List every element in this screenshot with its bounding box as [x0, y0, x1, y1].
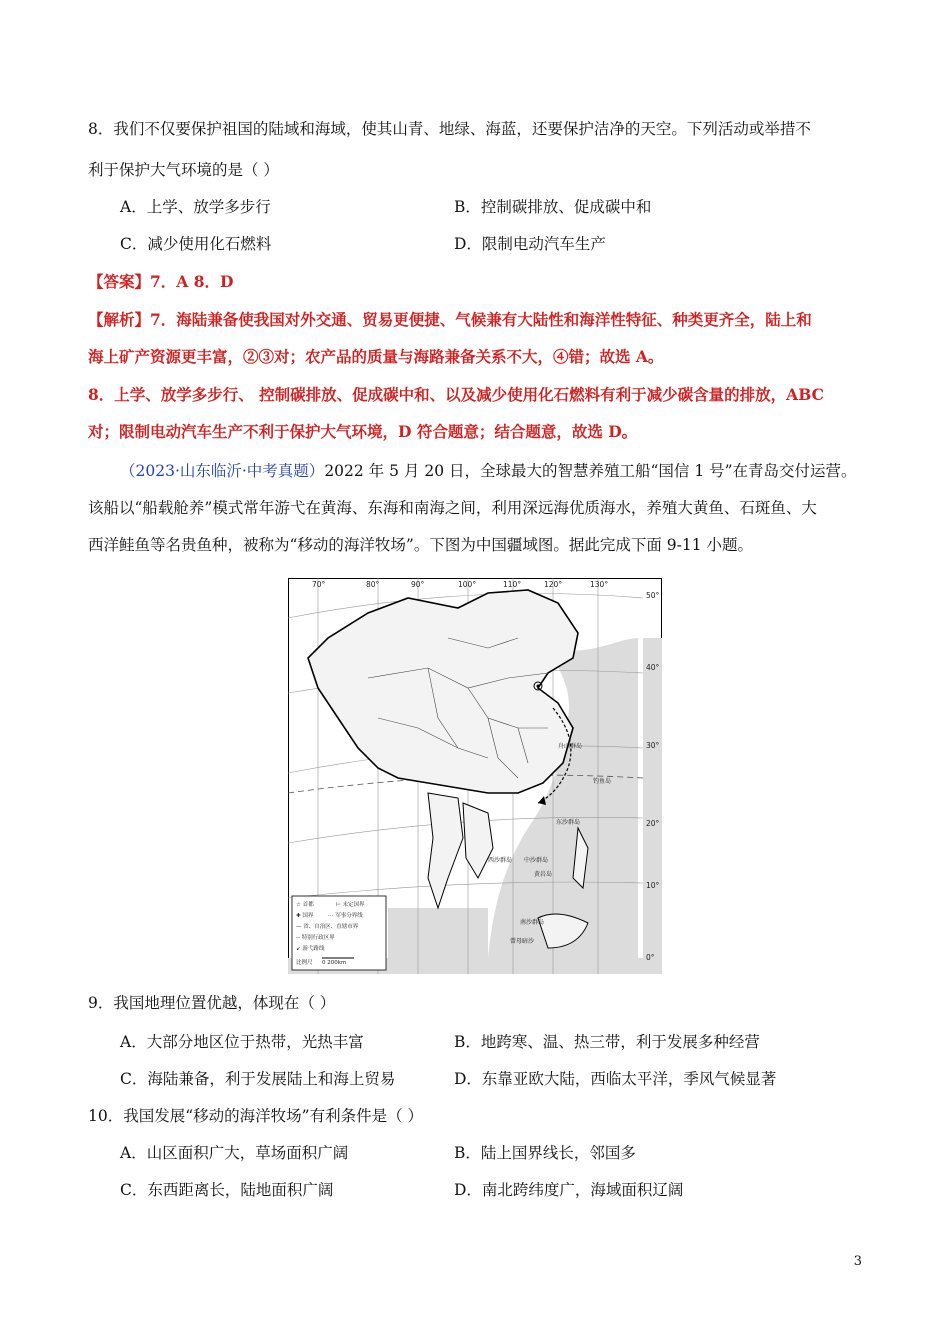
answer-line [88, 271, 233, 293]
place-zhongsha: 中沙群岛 [524, 857, 549, 864]
q8-stem-line1: 8．我们不仅要保护祖国的陆域和海域，使其山青、地绿、海蓝，还要保护洁净的天空。下列活动或举措不 [88, 120, 811, 138]
lon-label-110: 110° [503, 580, 522, 589]
legend-undetermined: ⊢ 未定国界 [336, 902, 365, 908]
analysis-line4 [88, 421, 637, 443]
analysis-text3: 8．上学、放学多步行、 控制碳排放、促成碳中和、以及减少使用化石燃料有利于减少碳含量的排放，ABC [88, 385, 824, 404]
answer-text: 7．A 8．D [150, 272, 234, 291]
q9-option-b: B．地跨寒、温、热三带，利于发展多种经营 [454, 1033, 760, 1051]
legend-route: ↙ 游弋路线 [296, 946, 325, 952]
q8-option-b: B．控制碳排放、促成碳中和 [454, 198, 652, 216]
place-zhoushan: 舟山群岛 [558, 743, 583, 750]
passage-line1 [120, 460, 857, 482]
q8-stem-line2: 利于保护大气环境的是（ ） [88, 161, 279, 179]
legend-capital: ☆ 首都 [296, 902, 314, 908]
q9-option-a: A．大部分地区位于热带，光热丰富 [120, 1033, 364, 1051]
china-territory-map [288, 578, 662, 974]
q10-option-c: C．东西距离长，陆地面积广阔 [120, 1181, 334, 1199]
legend-sar: -- 特别行政区界 [296, 935, 335, 941]
lon-label-70: 70° [312, 580, 326, 589]
place-dongsha: 东沙群岛 [556, 819, 581, 826]
lat-label-50: 50° [646, 591, 660, 600]
legend-border: ✚ 国界 [296, 913, 314, 919]
passage-source: （2023·山东临沂·中考真题） [120, 462, 325, 480]
q10-option-d: D．南北跨纬度广，海域面积辽阔 [454, 1181, 684, 1199]
lon-label-100: 100° [458, 580, 477, 589]
legend-province: — 省、自治区、直辖市界 [296, 924, 359, 930]
page-number: 3 [853, 1254, 862, 1269]
passage-line1-text: 2022 年 5 月 20 日，全球最大的智慧养殖工船“国信 1 号”在青岛交付运营。 [324, 462, 857, 480]
analysis-text4: 对；限制电动汽车生产不利于保护大气环境，D 符合题意；结合题意，故选 D。 [88, 422, 638, 441]
map-legend [292, 896, 386, 970]
analysis-text2: 海上矿产资源更丰富，②③对；农产品的质量与海路兼备关系不大，④错；故选 A。 [88, 347, 664, 366]
legend-scale-label: 比例尺 [296, 960, 313, 966]
lat-label-30: 30° [646, 741, 660, 750]
place-huangyan: 黄岩岛 [534, 871, 553, 878]
place-nansha: 南沙群岛 [520, 919, 545, 926]
q9-stem: 9．我国地理位置优越，体现在（ ） [88, 994, 336, 1012]
lon-label-120: 120° [544, 580, 563, 589]
answer-label: 【答案】 [88, 272, 151, 291]
analysis-line1 [88, 309, 812, 331]
place-zengmu: 曾母暗沙 [510, 938, 535, 945]
q8-option-c: C．减少使用化石燃料 [120, 235, 272, 253]
passage-line3: 西洋鲑鱼等名贵鱼种，被称为“移动的海洋牧场”。下图为中国疆域图。据此完成下面 9-11 小题。 [88, 536, 754, 554]
lat-label-20: 20° [646, 819, 660, 828]
legend-scale-value: 0 200km [322, 960, 347, 966]
q10-option-a: A．山区面积广大，草场面积广阔 [120, 1144, 349, 1162]
lon-label-80: 80° [366, 580, 380, 589]
analysis-line3 [88, 384, 824, 406]
q8-option-d: D．限制电动汽车生产 [454, 235, 606, 253]
lat-label-10: 10° [646, 881, 660, 890]
lat-label-40: 40° [646, 663, 660, 672]
place-diaoyu: 钓鱼岛 [593, 778, 612, 785]
lat-label-0: 0° [646, 953, 655, 962]
q8-option-a: A．上学、放学多步行 [120, 198, 271, 216]
q10-option-b: B．陆上国界线长，邻国多 [454, 1144, 636, 1162]
analysis-label: 【解析】 [88, 310, 151, 329]
analysis-text1: 7．海陆兼备使我国对外交通、贸易更便捷、气候兼有大陆性和海洋性特征、种类更齐全，陆上和 [150, 310, 812, 329]
q9-option-d: D．东靠亚欧大陆，西临太平洋，季风气候显著 [454, 1070, 777, 1088]
q10-stem: 10．我国发展“移动的海洋牧场”有利条件是（ ） [88, 1107, 423, 1125]
analysis-line2 [88, 346, 663, 368]
q9-option-c: C．海陆兼备，利于发展陆上和海上贸易 [120, 1070, 396, 1088]
place-xisha: 西沙群岛 [488, 857, 513, 864]
lon-label-130: 130° [590, 580, 609, 589]
passage-line2: 该船以“船载舱养”模式常年游弋在黄海、东海和南海之间，利用深远海优质海水，养殖大黄鱼、石斑鱼、大 [88, 499, 817, 517]
legend-military: ⋯ 军事分界线 [328, 913, 363, 919]
lon-label-90: 90° [411, 580, 425, 589]
